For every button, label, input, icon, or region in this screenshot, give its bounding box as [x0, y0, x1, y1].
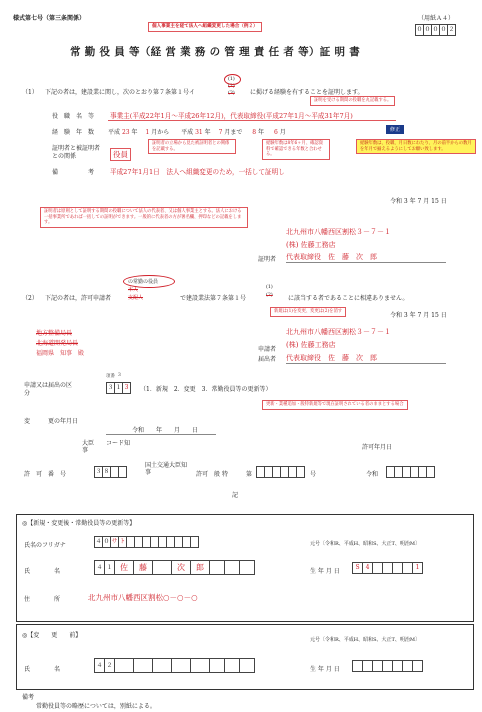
choice-3: (3) [228, 91, 235, 96]
paper-size: （用紙Ａ４） [418, 15, 455, 22]
change-date: 令和 年 月 日 [132, 427, 199, 434]
applicant-label: 申請者 [258, 346, 277, 353]
applicant-signer: 代表取締役 佐 藤 次 郎 [286, 354, 377, 362]
relation-value: 役員 [110, 148, 131, 161]
address-label: 住 所 [24, 596, 61, 603]
certifier-company: (株) 佐藤工務店 [286, 241, 336, 249]
exp-start-suffix: 月から [151, 129, 170, 136]
old-birth-label: 生 年 月 日 [310, 666, 340, 673]
permit-choice: 般 特 [214, 471, 228, 478]
serial-cell: ０ [439, 24, 448, 36]
kana-cell: ０ [102, 536, 111, 548]
permit-reiwa: 令和 [366, 471, 379, 478]
permit-date-label: 許可年月日 [362, 444, 393, 451]
section1-text-b: に掲げる経験を有することを証明します。 [250, 89, 364, 96]
permit-mid: 許可 [196, 471, 209, 478]
apply-label: 申請又は届出の区分 [24, 382, 73, 397]
old-name-cells [94, 658, 254, 673]
exp-months: 6 [273, 129, 278, 136]
apply-cells: ３ １ 3 [106, 382, 130, 394]
post-value: 事業主(平成22年1月～平成26年12月)，代表取締役(平成27年1月～平成31年7月) [110, 112, 353, 120]
section2-choices2 [266, 284, 273, 300]
address-value: 北九州市八幡西区割松○－○－○ [88, 593, 198, 602]
choice-circle [224, 74, 241, 85]
applicant-underline [286, 363, 446, 364]
serial-cells [415, 24, 455, 36]
kana-cell: サ [110, 536, 119, 548]
name-cell: 郎 [190, 560, 210, 575]
kana-cells [94, 536, 198, 548]
old-section-box [16, 624, 474, 690]
fix-badge: 修正 [386, 125, 404, 134]
permit-go: 号 [310, 471, 317, 478]
birth-cell: 1 [412, 562, 423, 574]
change-label: 変 更の年月日 [24, 418, 79, 425]
exp-period [108, 127, 286, 136]
new-birth-label: 生 年 月 日 [310, 568, 340, 575]
mlit-label: 国土交通大臣知事 [145, 462, 188, 476]
name-cell: １ [104, 560, 115, 575]
choice2-1: (1) [266, 285, 273, 290]
form-number: 様式第七号（第三条関係） [13, 15, 86, 22]
post-label: 役 職 名 等 [52, 113, 95, 120]
section2-note: 新規は(1)を変更、変更は(2)を消す [270, 307, 346, 317]
serial-cell: ０ [415, 24, 424, 36]
new-name-cells [94, 560, 254, 575]
ki-mark: 記 [232, 492, 239, 499]
remarks-value: 平成27年1月1日 法人へ組織変更のため，一括して証明し [110, 168, 285, 176]
name-cell: ４ [94, 560, 105, 575]
notify-label: 届出者 [258, 356, 277, 363]
certifier-underline [286, 262, 446, 263]
birth-cell: 4 [362, 562, 373, 574]
apply-cell: ３ [106, 382, 115, 394]
applicant-address: 北九州市八幡西区割松３－７－１ [286, 328, 391, 336]
old-name-cell: ２ [104, 658, 115, 673]
serial-cell: ０ [431, 24, 440, 36]
choice-note: 証明を受ける期間の役職を丸記載する。 [310, 96, 395, 106]
certifier-signer: 代表取締役 佐 藤 次 郎 [286, 253, 377, 261]
name-cell: 藤 [133, 560, 153, 575]
page-title: 常 勤 役 員 等（経 営 業 務 の 管 理 責 任 者 等）証 明 書 [70, 46, 361, 58]
name-cell: 次 [171, 560, 191, 575]
choice-2: (2) [228, 84, 235, 89]
permit-cells [94, 466, 126, 478]
left-note: 証明者は原則として証明する期間の役職について法人の代表者、又は個人事業主とする。法人における一括事業所であれば一括しての証明ができます。一般的に代表者の方が署名欄、押印などの記載をします。 [40, 207, 248, 228]
serial-cell: ０ [423, 24, 432, 36]
certifier-label: 証明者 [258, 256, 277, 263]
section2-text-c: に該当する者であることに相違ありません。 [288, 295, 409, 302]
old-name-label: 氏 名 [24, 666, 61, 673]
old-birth-cells [352, 660, 422, 672]
permit-cell: ３ [94, 466, 103, 478]
post-underline [108, 120, 396, 121]
apply-options: （1．新規 2．変更 3．常勤役員等の更新等） [140, 386, 272, 393]
new-name-label: 氏 名 [24, 568, 61, 575]
yellow-note: 経験年数は、役職、月日数にわたり、月の前半からの数月を年月で揃えるようにしてお願い致します。 [356, 139, 476, 154]
exp-end-month: 7 [218, 129, 223, 136]
footer-text: 常勤役員等の略歴については，別紙による。 [36, 703, 156, 710]
permit-date-cells [386, 466, 434, 478]
apply-item-num: 3 [118, 373, 121, 378]
relation-note: 証明者の立場から見た被証明者との関係を記載する。 [148, 139, 236, 154]
month-unit: 月 [279, 129, 286, 136]
exp-start-era: 平成 [108, 129, 121, 136]
serial-cell: ２ [447, 24, 456, 36]
authority-label [36, 348, 84, 357]
permit-number-cells [256, 466, 304, 478]
new-birth-cells [352, 562, 422, 574]
exp-note: 経験年数は8年6ヶ月、確認資料で確認できる年数と合わせる。 [262, 139, 330, 160]
exp-start-year: 23 [121, 129, 130, 136]
new-era-label: 元号〔令和R、平成H、昭和S、大正T、明治M〕 [310, 541, 421, 547]
section1-number: （1） [22, 89, 38, 96]
choice-officer: の常勤の役員 [128, 279, 159, 285]
old-era-label: 元号〔令和R、平成H、昭和S、大正T、明治M〕 [310, 637, 421, 643]
exp-end-suffix: 月まで [224, 129, 243, 136]
new-section-header: ◎【新規・変更後・常勤役員等の更新等】 [22, 520, 136, 527]
section2-text-b: で建設業法第７条第１号 [180, 295, 247, 302]
section2-date: 令和 3 年 7 月 15 日 [390, 312, 447, 319]
kana-cell: ４ [94, 536, 103, 548]
choice-1: (1) [228, 77, 235, 82]
exp-start-month: 1 [145, 129, 150, 136]
section1-date: 令和 3 年 7 月 15 日 [390, 198, 447, 205]
authority-text: 福岡県 知事 殿 [36, 350, 85, 357]
old-section-header: ◎【変 更 前】 [22, 632, 82, 639]
footer-remarks: 備考 [22, 694, 35, 701]
old-name-cell: ４ [94, 658, 105, 673]
exp-end-year: 31 [195, 129, 203, 136]
certifier-address: 北九州市八幡西区割松３－７－１ [286, 228, 391, 236]
choice-self: 本人 [128, 287, 139, 293]
year-unit: 年 [258, 129, 265, 136]
apply-item-label: 項番 [106, 374, 115, 379]
section2-number: （2） [22, 295, 38, 302]
remarks-label: 備 考 [52, 169, 95, 176]
birth-cell: S [352, 562, 363, 574]
exp-years: 8 [252, 129, 257, 136]
authority-strike-2: 北海道開発局長 [36, 340, 79, 347]
apply-note: 更新・業種追加・般特新規等で現在証明されている者のままとする場合 [262, 400, 408, 410]
relation-label: 証明者と被証明者との関係 [52, 145, 101, 160]
year-unit: 年 [204, 129, 211, 136]
choice-manager: 支配人 [128, 295, 144, 301]
exp-label: 経 験 年 数 [52, 129, 95, 136]
officer-circle [123, 275, 175, 288]
top-note: 個人事業主を経て法人へ組織変更した場合（例２） [148, 22, 262, 32]
section1-text-a: 下記の者は，建設業に関し，次のとおり第７条第１号イ [45, 89, 196, 96]
permit-cell: ８ [102, 466, 111, 478]
exp-end-era: 平成 [181, 129, 194, 136]
change-underline [106, 434, 216, 435]
section2-text-a: 下記の者は，許可申請者 [45, 295, 112, 302]
permit-no: 第 [246, 471, 253, 478]
authority-strike-1: 地方整備局長 [36, 330, 73, 337]
minister-code-label: 大臣 コード知事 [82, 440, 131, 454]
kana-label: 氏名のフリガナ [24, 542, 66, 549]
apply-cell: １ [114, 382, 123, 394]
kana-cell: ト [118, 536, 127, 548]
applicant-company: (株) 佐藤工務店 [286, 341, 336, 349]
name-cell: 佐 [114, 560, 134, 575]
permit-label: 許 可 番 号 [24, 471, 67, 478]
year-unit: 年 [131, 129, 138, 136]
choice2-2: (2) [266, 293, 273, 298]
